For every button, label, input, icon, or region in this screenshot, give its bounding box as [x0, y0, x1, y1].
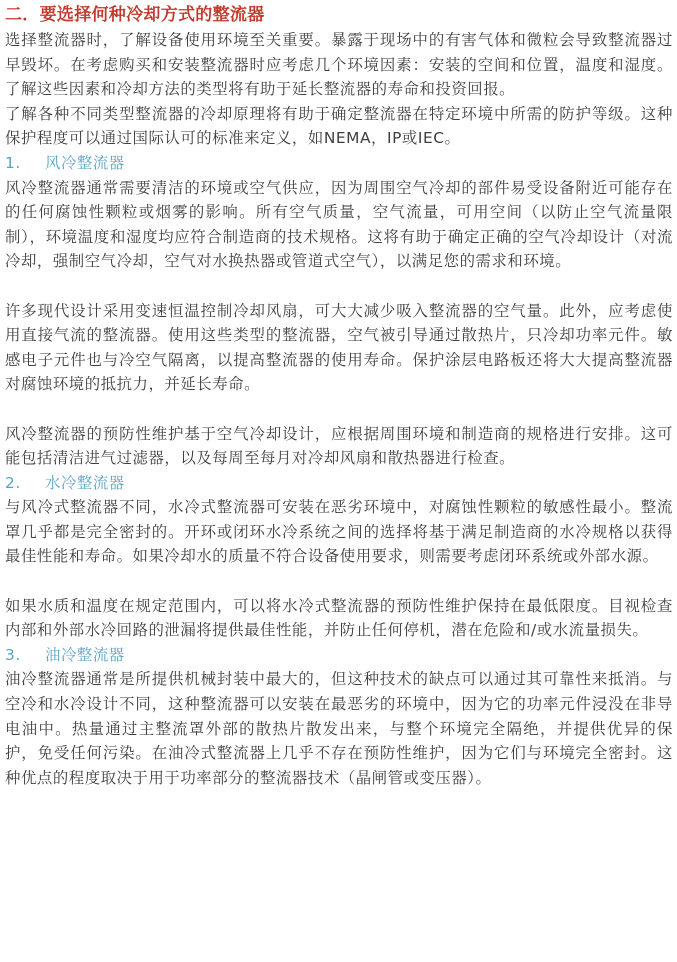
section-title: 油冷整流器 [45, 645, 125, 664]
section-heading-water-cooled [5, 471, 673, 496]
section-heading-oil-cooled [5, 643, 673, 668]
section-title: 水冷整流器 [45, 473, 125, 492]
intro-paragraph-1: 选择整流器时，了解设备使用环境至关重要。暴露于现场中的有害气体和微粒会导致整流器过早毁坏。在考虑购买和安装整流器时应考虑几个环境因素：安装的空间和位置，温度和湿度。了解这些因素和冷却方法的类型将有助于延长整流器的寿命和投资回报。 [5, 31, 673, 99]
section-heading-air-cooled [5, 151, 673, 176]
air-cooled-paragraph-2: 许多现代设计采用变速恒温控制冷却风扇，可大大减少吸入整流器的空气量。此外，应考虑使用直接气流的整流器。使用这些类型的整流器，空气被引导通过散热片，只冷却功率元件。敏感电子元件也与冷空气隔离，以提高整流器的使用寿命。保护涂层电路板还将大大提高整流器对腐蚀环境的抵抗力，并延长寿命。 [5, 301, 673, 394]
oil-cooled-paragraph-1: 油冷整流器通常是所提供机械封装中最大的，但这种技术的缺点可以通过其可靠性来抵消。与空冷和水冷设计不同，这种整流器可以安装在最恶劣的环境中，因为它的功率元件浸没在非导电油中。热量通过主整流罩外部的散热片散发出来，与整个环境完全隔绝，并提供优异的保护，免受任何污染。在油冷式整流器上几乎不存在预防性维护，因为它们与环境完全密封。这种优点的程度取决于用于功率部分的整流器技术（晶闸管或变压器）。 [5, 670, 673, 787]
air-cooled-paragraph-1: 风冷整流器通常需要清洁的环境或空气供应，因为周围空气冷却的部件易受设备附近可能存在的任何腐蚀性颗粒或烟雾的影响。所有空气质量，空气流量，可用空间（以防止空气流量限制），环境温度和湿度均应符合制造商的技术规格。这将有助于确定正确的空气冷却设计（对流冷却，强制空气冷却，空气对水换热器或管道式空气），以满足您的需求和环境。 [5, 178, 673, 271]
air-cooled-paragraph-3: 风冷整流器的预防性维护基于空气冷却设计，应根据周围环境和制造商的规格进行安排。这可能包括清洁进气过滤器，以及每周至每月对冷却风扇和散热器进行检查。 [5, 424, 673, 468]
section-title: 风冷整流器 [45, 153, 125, 172]
page-title: 二．要选择何种冷却方式的整流器 [5, 5, 265, 25]
section-number: 3. [5, 645, 21, 664]
article [5, 2, 673, 790]
water-cooled-paragraph-1: 与风冷式整流器不同，水冷式整流器可安装在恶劣环境中，对腐蚀性颗粒的敏感性最小。整流罩几乎都是完全密封的。开环或闭环水冷系统之间的选择将基于满足制造商的水冷规格以获得最佳性能和寿命。如果冷却水的质量不符合设备使用要求，则需要考虑闭环系统或外部水源。 [5, 498, 673, 566]
intro-paragraph-2: 了解各种不同类型整流器的冷却原理将有助于确定整流器在特定环境中所需的防护等级。这种保护程度可以通过国际认可的标准来定义，如NEMA，IP或IEC。 [5, 104, 673, 148]
water-cooled-paragraph-2: 如果水质和温度在规定范围内，可以将水冷式整流器的预防性维护保持在最低限度。目视检查内部和外部水冷回路的泄漏将提供最佳性能，并防止任何停机，潜在危险和/或水流量损失。 [5, 596, 673, 640]
section-number: 1. [5, 153, 21, 172]
section-number: 2. [5, 473, 21, 492]
